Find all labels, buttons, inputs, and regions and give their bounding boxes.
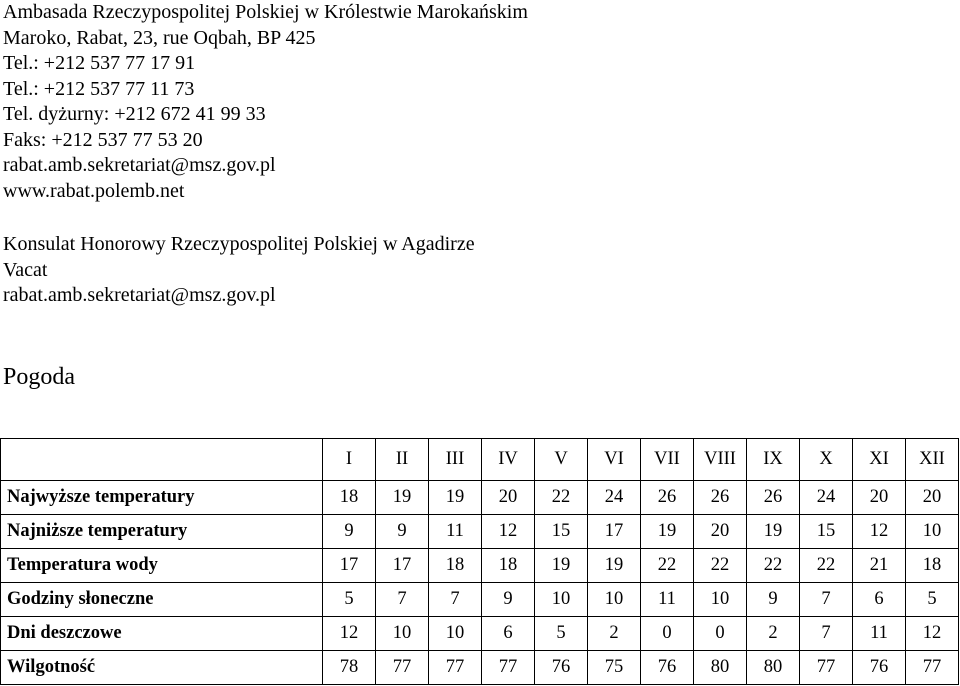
table-cell: 10	[694, 583, 747, 617]
embassy-phone-1: Tel.: +212 537 77 17 91	[3, 52, 196, 74]
month-header-cell: VI	[588, 439, 641, 481]
table-cell: 77	[800, 651, 853, 685]
month-header-cell: V	[535, 439, 588, 481]
table-cell: 0	[694, 617, 747, 651]
month-header-cell: X	[800, 439, 853, 481]
table-row	[1, 481, 959, 515]
table-cell: 77	[429, 651, 482, 685]
table-cell: 17	[376, 549, 429, 583]
table-row	[1, 549, 959, 583]
table-cell: 18	[323, 481, 376, 515]
table-header-row	[1, 439, 959, 481]
table-cell: 77	[906, 651, 959, 685]
table-cell: 20	[906, 481, 959, 515]
table-cell: 20	[482, 481, 535, 515]
table-cell: 9	[747, 583, 800, 617]
month-header-cell: IV	[482, 439, 535, 481]
table-cell: 19	[535, 549, 588, 583]
consulate-email: rabat.amb.sekretariat@msz.gov.pl	[3, 284, 276, 306]
table-cell: 18	[429, 549, 482, 583]
month-header-cell: XII	[906, 439, 959, 481]
month-header-cell: III	[429, 439, 482, 481]
table-cell: 10	[588, 583, 641, 617]
month-header-cell: II	[376, 439, 429, 481]
table-cell: 75	[588, 651, 641, 685]
table-cell: 9	[323, 515, 376, 549]
table-cell: 19	[588, 549, 641, 583]
table-cell: 77	[482, 651, 535, 685]
table-cell: 6	[853, 583, 906, 617]
embassy-phone-2: Tel.: +212 537 77 11 73	[3, 77, 195, 100]
table-cell: 17	[323, 549, 376, 583]
table-cell: 12	[482, 515, 535, 549]
table-row	[1, 583, 959, 617]
table-cell: 10	[429, 617, 482, 651]
embassy-duty-phone: Tel. dyżurny: +212 672 41 99 33	[3, 103, 266, 125]
table-cell: 7	[376, 583, 429, 617]
consulate-status: Vacat	[3, 258, 48, 281]
table-cell: 12	[323, 617, 376, 651]
table-cell: 20	[694, 515, 747, 549]
weather-heading: Pogoda	[3, 364, 75, 390]
table-cell: 22	[535, 481, 588, 515]
table-cell: 15	[535, 515, 588, 549]
table-cell: 76	[535, 651, 588, 685]
table-cell: 26	[694, 481, 747, 515]
embassy-name: Ambasada Rzeczypospolitej Polskiej w Królestwie Marokańskim	[3, 1, 528, 23]
table-cell: 11	[641, 583, 694, 617]
table-cell: 5	[535, 617, 588, 651]
table-cell: 11	[429, 515, 482, 549]
table-cell: 26	[641, 481, 694, 515]
table-cell: 7	[800, 617, 853, 651]
embassy-address: Maroko, Rabat, 23, rue Oqbah, BP 425	[3, 26, 316, 49]
table-cell: 20	[853, 481, 906, 515]
table-cell: 19	[429, 481, 482, 515]
table-cell: 19	[376, 481, 429, 515]
table-cell: 12	[906, 617, 959, 651]
table-cell: 2	[588, 617, 641, 651]
table-cell: 10	[376, 617, 429, 651]
month-header-cell: XI	[853, 439, 906, 481]
table-cell: 7	[800, 583, 853, 617]
row-label: Temperatura wody	[1, 549, 323, 583]
month-header-cell: I	[323, 439, 376, 481]
table-cell: 7	[429, 583, 482, 617]
table-cell: 11	[853, 617, 906, 651]
table-cell: 26	[747, 481, 800, 515]
month-header-cell: VIII	[694, 439, 747, 481]
embassy-email: rabat.amb.sekretariat@msz.gov.pl	[3, 154, 276, 176]
table-row	[1, 617, 959, 651]
table-cell: 5	[323, 583, 376, 617]
table-cell: 17	[588, 515, 641, 549]
table-cell: 76	[641, 651, 694, 685]
table-cell: 9	[376, 515, 429, 549]
consulate-name: Konsulat Honorowy Rzeczypospolitej Polskiej w Agadirze	[3, 233, 475, 255]
embassy-contact-block	[3, 0, 528, 204]
row-label: Dni deszczowe	[1, 617, 323, 651]
month-header-cell: VII	[641, 439, 694, 481]
table-cell: 22	[747, 549, 800, 583]
row-label: Najniższe temperatury	[1, 515, 323, 549]
table-cell: 15	[800, 515, 853, 549]
month-header-cell: IX	[747, 439, 800, 481]
table-cell: 2	[747, 617, 800, 651]
table-header-empty-cell	[1, 439, 323, 481]
embassy-website: www.rabat.polemb.net	[3, 179, 185, 202]
table-cell: 18	[906, 549, 959, 583]
table-cell: 6	[482, 617, 535, 651]
table-cell: 22	[800, 549, 853, 583]
table-row	[1, 515, 959, 549]
table-cell: 24	[588, 481, 641, 515]
table-cell: 77	[376, 651, 429, 685]
table-cell: 0	[641, 617, 694, 651]
table-cell: 12	[853, 515, 906, 549]
table-cell: 76	[853, 651, 906, 685]
table-cell: 22	[694, 549, 747, 583]
table-cell: 78	[323, 651, 376, 685]
row-label: Godziny słoneczne	[1, 583, 323, 617]
table-cell: 19	[747, 515, 800, 549]
table-cell: 21	[853, 549, 906, 583]
table-cell: 22	[641, 549, 694, 583]
table-cell: 5	[906, 583, 959, 617]
table-cell: 80	[747, 651, 800, 685]
consulate-contact-block	[3, 232, 475, 309]
table-cell: 19	[641, 515, 694, 549]
table-cell: 24	[800, 481, 853, 515]
table-cell: 80	[694, 651, 747, 685]
table-cell: 10	[535, 583, 588, 617]
embassy-fax: Faks: +212 537 77 53 20	[3, 128, 203, 151]
table-cell: 10	[906, 515, 959, 549]
table-row	[1, 651, 959, 685]
table-cell: 9	[482, 583, 535, 617]
weather-table	[0, 438, 959, 685]
row-label: Wilgotność	[1, 651, 323, 685]
table-cell: 18	[482, 549, 535, 583]
row-label: Najwyższe temperatury	[1, 481, 323, 515]
